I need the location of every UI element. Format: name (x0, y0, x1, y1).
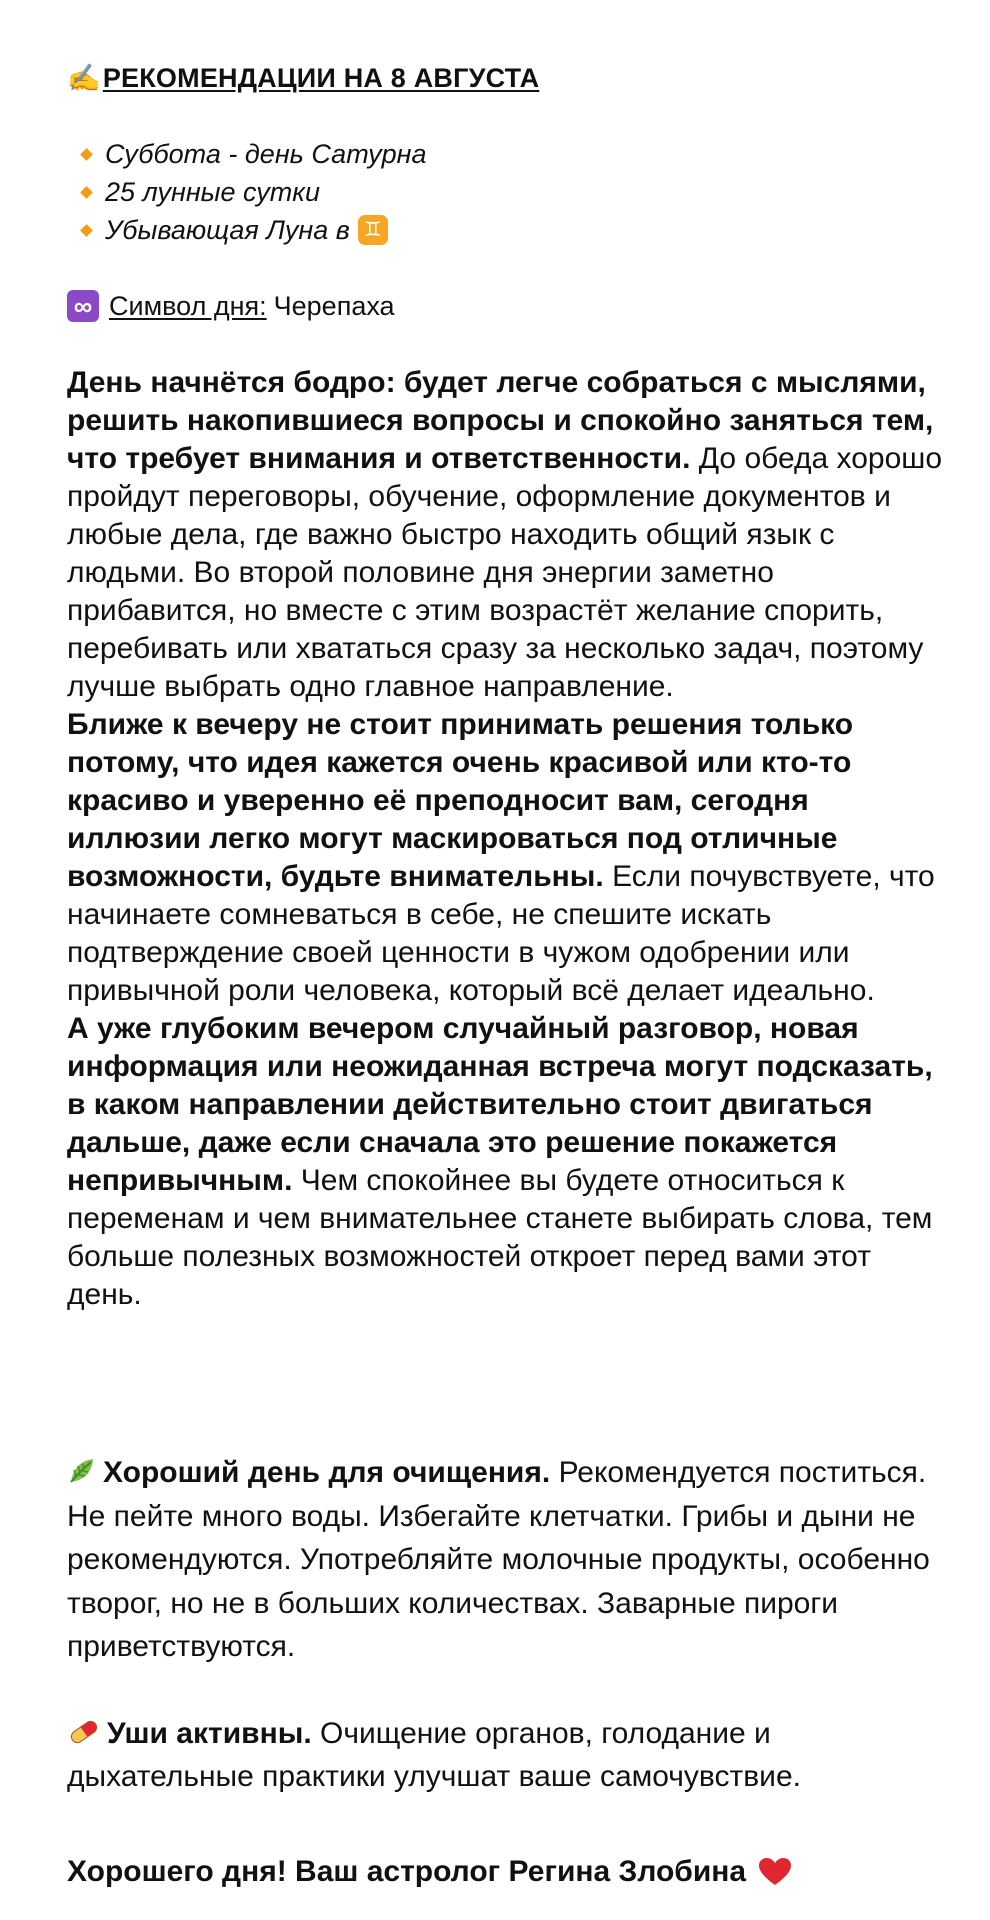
red-heart-icon (758, 1857, 792, 1887)
orange-diamond-icon (80, 186, 93, 199)
health-section (67, 1712, 947, 1798)
health-bold: Уши активны. (107, 1717, 312, 1750)
closing-text: Хорошего дня! Ваш астролог Регина Злобина (67, 1855, 747, 1888)
forecast-paragraph-3 (67, 1010, 947, 1314)
title-text: РЕКОМЕНДАЦИИ НА 8 АВГУСТА (102, 63, 540, 93)
forecast-p3-bold: А уже глубоким вечером случайный разговор, новая информация или неожиданная встреча могут подсказать, в каком направлении действительно стоит двигаться дальше, даже если сначала это решение покажется непривычным. (67, 1012, 933, 1197)
list-item (82, 173, 426, 211)
orange-diamond-icon (80, 224, 93, 237)
diet-section (67, 1451, 947, 1669)
orange-diamond-icon (80, 148, 93, 161)
symbol-of-day (67, 290, 395, 322)
list-item-text: Убывающая Луна в (105, 215, 350, 245)
list-item (82, 135, 426, 173)
diet-paragraph (67, 1451, 947, 1669)
day-facts-list (82, 135, 426, 249)
forecast-p1-bold: День начнётся бодро: будет легче собраться с мыслями, решить накопившиеся вопросы и спокойно заняться тем, что требует внимания и ответственности. (67, 366, 934, 475)
pill-icon (67, 1717, 101, 1747)
symbol-label: Символ дня: (109, 290, 267, 321)
forecast-text (67, 364, 947, 1314)
symbol-value: Черепаха (273, 290, 395, 321)
forecast-p3-text: Чем спокойнее вы будете относиться к переменам и чем внимательнее станете выбирать слова, тем больше полезных возможностей откроет перед вами этот день. (67, 1164, 933, 1311)
diet-text: Рекомендуется поститься. Не пейте много воды. Избегайте клетчатки. Грибы и дыни не рекомендуются. Употребляйте молочные продукты, особенно творог, но не в больших количествах. Заварные пироги приветствуются. (67, 1456, 930, 1663)
closing-signature (67, 1855, 792, 1889)
forecast-paragraph-1 (67, 364, 947, 706)
health-paragraph (67, 1712, 947, 1798)
list-item-text: Суббота - день Сатурна (105, 139, 427, 169)
leafy-green-icon (67, 1456, 97, 1486)
gemini-icon: ♊ (358, 215, 388, 245)
writing-hand-icon: ✍️ (67, 63, 101, 93)
diet-bold: Хороший день для очищения. (103, 1456, 551, 1489)
health-text: Очищение органов, голодание и дыхательные практики улучшат ваше самочувствие. (67, 1717, 801, 1793)
infinity-icon: ∞ (67, 290, 99, 322)
list-item-text: 25 лунные сутки (105, 177, 321, 207)
forecast-p2-bold: Ближе к вечеру не стоит принимать решения только потому, что идея кажется очень красивой или кто-то красиво и уверенно её преподносит вам, сегодня иллюзии легко могут маскироваться под отличные возможности, будьте внимательны. (67, 708, 854, 893)
forecast-paragraph-2 (67, 706, 947, 1010)
page-title (67, 62, 539, 94)
forecast-p1-text: До обеда хорошо пройдут переговоры, обучение, оформление документов и любые дела, где важно быстро находить общий язык с людьми. Во второй половине дня энергии заметно прибавится, но вместе с этим возрастёт желание спорить, перебивать или хвататься сразу за несколько задач, поэтому лучше выбрать одно главное направление. (67, 442, 943, 703)
forecast-p2-text: Если почувствуете, что начинаете сомневаться в себе, не спешите искать подтверждение своей ценности в чужом одобрении или привычной роли человека, который всё делает идеально. (67, 860, 935, 1007)
list-item (82, 211, 426, 249)
